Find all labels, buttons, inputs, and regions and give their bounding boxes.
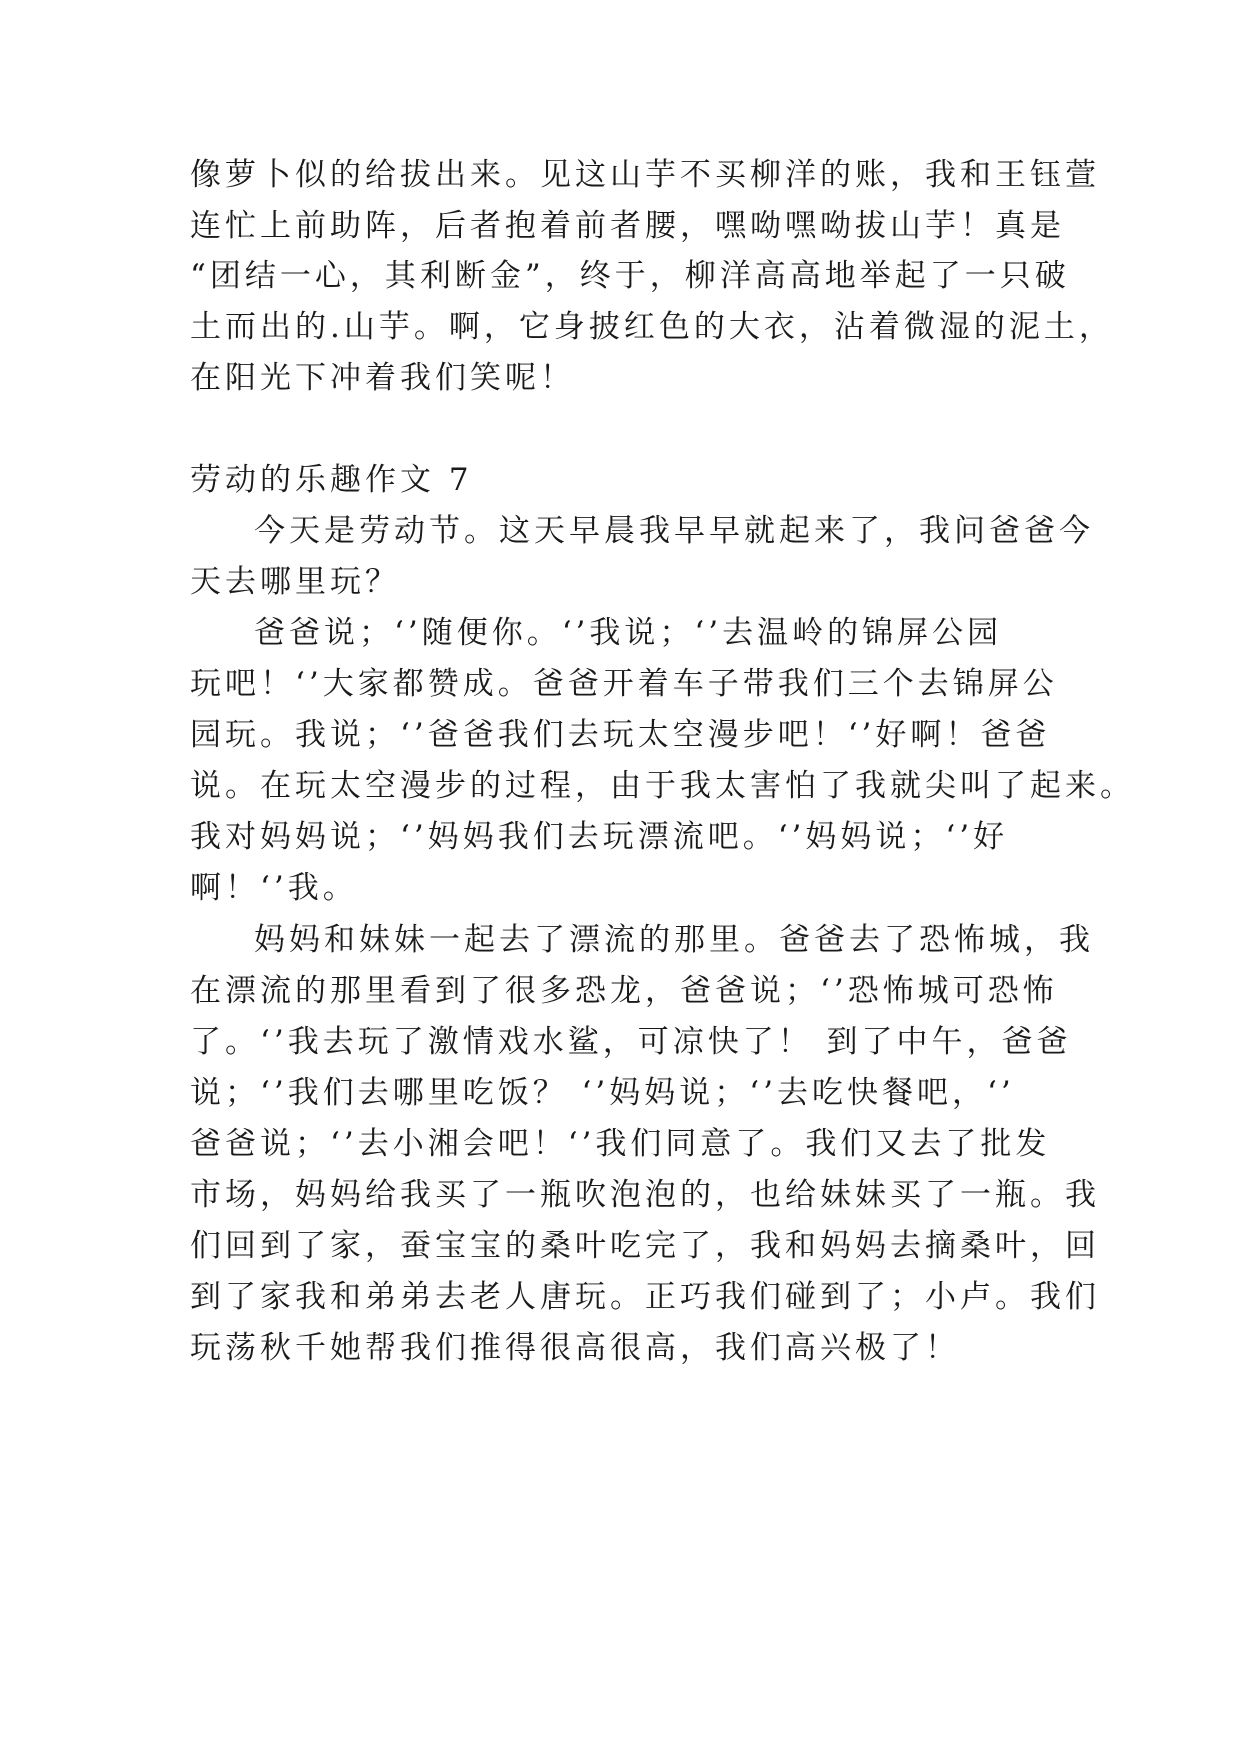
paragraph-line: 了。‘’我去玩了激情戏水鲨，可凉快了！ 到了中午，爸爸 — [190, 1024, 1072, 1060]
paragraph-line: 我对妈妈说；‘’妈妈我们去玩漂流吧。‘’妈妈说；‘’好 — [190, 819, 1009, 855]
paragraph-line: 玩吧！‘’大家都赞成。爸爸开着车子带我们三个去锦屏公 — [190, 666, 1058, 702]
intro-line: 在阳光下冲着我们笑呢！ — [190, 360, 575, 396]
paragraph-line: 天去哪里玩？ — [190, 564, 400, 600]
paragraph-line: 爸爸说；‘’随便你。‘’我说；‘’去温岭的锦屏公园 — [254, 615, 1003, 651]
paragraph-line: 们回到了家，蚕宝宝的桑叶吃完了，我和妈妈去摘桑叶，回 — [190, 1228, 1100, 1264]
paragraph-line: 啊！‘’我。 — [190, 870, 358, 906]
intro-line: 连忙上前助阵，后者抱着前者腰，嘿呦嘿呦拔山芋！真是 — [190, 208, 1065, 244]
paragraph-line: 园玩。我说；‘’爸爸我们去玩太空漫步吧！‘’好啊！爸爸 — [190, 717, 1051, 753]
section-title: 劳动的乐趣作文 7 — [190, 462, 473, 498]
intro-line: “团结一心，其利断金”，终于，柳洋高高地举起了一只破 — [190, 258, 1070, 294]
intro-line: 土而出的.山芋。啊，它身披红色的大衣，沾着微湿的泥土， — [190, 309, 1114, 345]
paragraph-line: 说。在玩太空漫步的过程，由于我太害怕了我就尖叫了起来。 — [190, 768, 1135, 804]
intro-line: 像萝卜似的给拔出来。见这山芋不买柳洋的账，我和王钰萱 — [190, 157, 1100, 193]
paragraph-line: 市场，妈妈给我买了一瓶吹泡泡的，也给妹妹买了一瓶。我 — [190, 1177, 1100, 1213]
paragraph-line: 在漂流的那里看到了很多恐龙，爸爸说；‘’恐怖城可恐怖 — [190, 973, 1058, 1009]
paragraph-line: 爸爸说；‘’去小湘会吧！‘’我们同意了。我们又去了批发 — [190, 1126, 1051, 1162]
paragraph-line: 玩荡秋千她帮我们推得很高很高，我们高兴极了！ — [190, 1330, 960, 1366]
paragraph-line: 说；‘’我们去哪里吃饭？ ‘’妈妈说；‘’去吃快餐吧，‘’ — [190, 1075, 1015, 1111]
paragraph-line: 今天是劳动节。这天早晨我早早就起来了，我问爸爸今 — [254, 513, 1094, 549]
paragraph-line: 到了家我和弟弟去老人唐玩。正巧我们碰到了；小卢。我们 — [190, 1279, 1100, 1315]
paragraph-line: 妈妈和妹妹一起去了漂流的那里。爸爸去了恐怖城，我 — [254, 922, 1094, 958]
